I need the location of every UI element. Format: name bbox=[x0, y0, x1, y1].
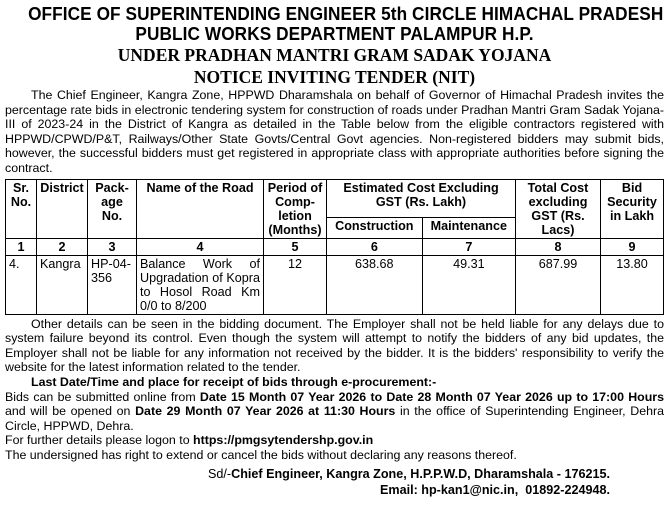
bid-start-date: Date 15 Month 07 Year 2026 bbox=[199, 389, 367, 404]
email-address[interactable]: hp-kan1@nic.in, bbox=[421, 482, 519, 497]
phone-number: 01892-224948. bbox=[525, 482, 610, 497]
table-row bbox=[6, 255, 664, 314]
cell-security: 13.80 bbox=[601, 255, 664, 314]
col-total: Total Cost excluding GST (Rs. Lacs) bbox=[516, 179, 601, 238]
signature-line: Sd/-Chief Engineer, Kangra Zone, H.P.P.W.D, Dharamshala - 176215. bbox=[208, 466, 610, 481]
col-package: Pack- age No. bbox=[88, 179, 137, 238]
column-number: 2 bbox=[37, 238, 88, 255]
rights-statement: The undersigned has right to extend or cancel the bids without declaring any reasons thereof. bbox=[5, 447, 517, 462]
column-number: 9 bbox=[601, 238, 664, 255]
column-number: 7 bbox=[422, 238, 515, 255]
cell-maintenance: 49.31 bbox=[422, 255, 515, 314]
tender-table bbox=[5, 179, 664, 315]
cell-package: HP-04-356 bbox=[88, 255, 137, 314]
column-number: 4 bbox=[137, 238, 264, 255]
cell-sr: 4. bbox=[6, 255, 37, 314]
cell-road: Balance Work of Upgradation of Kopra to Hosol Road Km 0/0 to 8/200 bbox=[137, 255, 264, 314]
column-number: 6 bbox=[327, 238, 423, 255]
cell-district: Kangra bbox=[37, 255, 88, 314]
intro-paragraph: The Chief Engineer, Kangra Zone, HPPWD Dharamshala on behalf of Governor of Himachal Pradesh invites the percentage rate bids in electronic tendering system for construction of roads under Pradhan Mantri Gram Sadak Yojana-III of 2023-24 in the District of Kangra as detailed in the Table below from the eligible contractors registered with HPPWD/CPWD/P&T, Railways/Other State Govts/Central Govt agencies. Non-registered bidders may submit bids, however, the successful bidders must get registered in appropriate class with appropriate authorities before signing the contract. bbox=[5, 88, 664, 175]
col-sr: Sr. No. bbox=[6, 179, 37, 238]
bid-open-date: Date 29 Month 07 Year 2026 at 11:30 Hours bbox=[135, 404, 396, 419]
col-district: District bbox=[37, 179, 88, 238]
cell-construction: 638.68 bbox=[327, 255, 423, 314]
col-period: Period of Comp- letion (Months) bbox=[264, 179, 327, 238]
tender-website-link[interactable]: https://pmgsytendershp.gov.in bbox=[193, 433, 374, 448]
column-number: 8 bbox=[516, 238, 601, 255]
col-construction: Construction bbox=[327, 217, 423, 238]
last-date-heading: Last Date/Time and place for receipt of bids through e-procurement:- bbox=[31, 374, 437, 389]
cell-period: 12 bbox=[264, 255, 327, 314]
details-paragraph: Other details can be seen in the bidding document. The Employer shall not be held liable for any delays due to system failure beyond its control. Even though the system will attempt to notify the bidders of any bid updates, the Employer shall not be liable for any information not received by the bidder. It is the bidders' responsibility to verify the website for the latest information related to the tender. bbox=[5, 316, 664, 375]
bids-paragraph: Bids can be submitted online from Date 15 Month 07 Year 2026 to Date 28 Month 07 Year 2026 up to 17:00 Hours and will be opened on Date 29 Month 07 Year 2026 at 11:30 Hours in the office of Superintending Engineer, Dehra Circle, HPPWD, Dehra. bbox=[5, 389, 664, 433]
col-security: Bid Security in Lakh bbox=[601, 179, 664, 238]
further-details: For further details please logon to https://pmgsytendershp.gov.in bbox=[5, 433, 374, 448]
cell-total: 687.99 bbox=[516, 255, 601, 314]
col-maintenance: Maintenance bbox=[422, 217, 515, 238]
department-title: PUBLIC WORKS DEPARTMENT PALAMPUR H.P. bbox=[135, 23, 534, 44]
column-number-row bbox=[6, 238, 664, 255]
office-title: OFFICE OF SUPERINTENDING ENGINEER 5th CIRCLE HIMACHAL PRADESH bbox=[28, 3, 664, 24]
scheme-title: UNDER PRADHAN MANTRI GRAM SADAK YOJANA bbox=[117, 45, 552, 65]
col-estimated: Estimated Cost Excluding GST (Rs. Lakh) bbox=[327, 179, 516, 217]
column-number: 3 bbox=[88, 238, 137, 255]
column-number: 5 bbox=[264, 238, 327, 255]
notice-title: NOTICE INVITING TENDER (NIT) bbox=[193, 67, 476, 87]
col-road: Name of the Road bbox=[137, 179, 264, 238]
column-number: 1 bbox=[6, 238, 37, 255]
bid-end-date: Date 28 Month 07 Year 2026 up to 17:00 Hours bbox=[386, 389, 664, 404]
contact-line: Email: hp-kan1@nic.in, 01892-224948. bbox=[380, 482, 610, 497]
